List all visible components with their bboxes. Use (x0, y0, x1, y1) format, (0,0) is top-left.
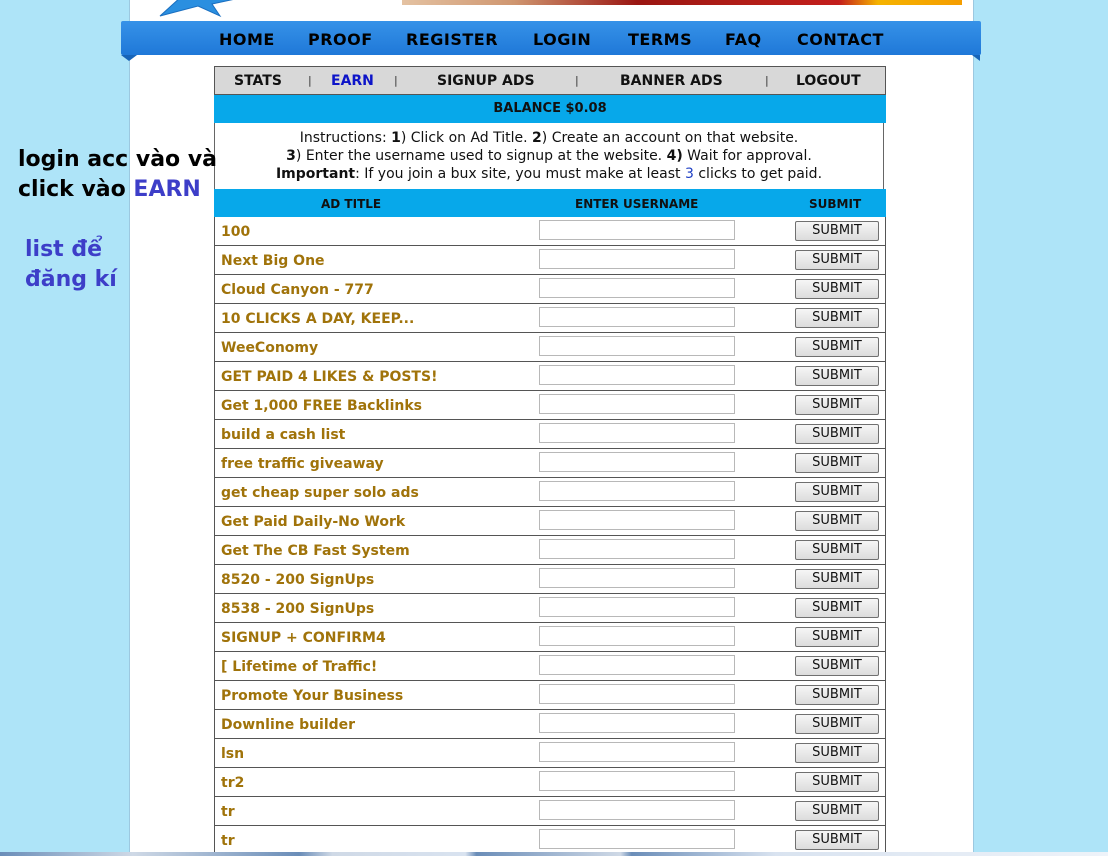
ad-title-link[interactable]: 8538 - 200 SignUps (221, 601, 375, 617)
username-input[interactable] (539, 394, 735, 414)
nav-ribbon-right (972, 55, 980, 61)
table-row (215, 362, 885, 391)
submit-button[interactable]: SUBMIT (795, 743, 879, 763)
header-ad-title: AD TITLE (321, 197, 382, 211)
ad-title-link[interactable]: free traffic giveaway (221, 456, 384, 472)
table-row (215, 710, 885, 739)
table-row (215, 652, 885, 681)
member-menu (214, 66, 886, 95)
submit-button[interactable]: SUBMIT (795, 540, 879, 560)
ad-title-link[interactable]: Next Big One (221, 253, 325, 269)
submit-button[interactable]: SUBMIT (795, 424, 879, 444)
nav-login[interactable]: LOGIN (533, 30, 592, 49)
header-submit: SUBMIT (809, 197, 862, 211)
username-input[interactable] (539, 597, 735, 617)
submit-button[interactable]: SUBMIT (795, 482, 879, 502)
table-row (215, 768, 885, 797)
username-input[interactable] (539, 336, 735, 356)
menu-separator: | (765, 74, 769, 87)
username-input[interactable] (539, 452, 735, 472)
ad-list (214, 217, 886, 855)
logo-star-icon (150, 0, 245, 18)
nav-register[interactable]: REGISTER (406, 30, 499, 49)
ad-title-link[interactable]: 100 (221, 224, 251, 240)
username-input[interactable] (539, 684, 735, 704)
instructions-line-1: Instructions: 1) Click on Ad Title. 2) Create an account on that website. (299, 130, 799, 146)
ad-title-link[interactable]: build a cash list (221, 427, 346, 443)
username-input[interactable] (539, 742, 735, 762)
ad-title-link[interactable]: SIGNUP + CONFIRM4 (221, 630, 386, 646)
menu-logout[interactable]: LOGOUT (796, 73, 861, 89)
ad-title-link[interactable]: get cheap super solo ads (221, 485, 419, 501)
submit-button[interactable]: SUBMIT (795, 279, 879, 299)
submit-button[interactable]: SUBMIT (795, 221, 879, 241)
balance-bar: BALANCE $0.08 (214, 95, 886, 123)
submit-button[interactable]: SUBMIT (795, 598, 879, 618)
taskbar-strip (0, 852, 1108, 856)
table-row (215, 478, 885, 507)
ad-title-link[interactable]: Downline builder (221, 717, 356, 733)
submit-button[interactable]: SUBMIT (795, 308, 879, 328)
ad-title-link[interactable]: [ Lifetime of Traffic! (221, 659, 378, 675)
ad-title-link[interactable]: Cloud Canyon - 777 (221, 282, 374, 298)
table-row (215, 246, 885, 275)
submit-button[interactable]: SUBMIT (795, 772, 879, 792)
username-input[interactable] (539, 800, 735, 820)
submit-button[interactable]: SUBMIT (795, 627, 879, 647)
table-row (215, 304, 885, 333)
nav-faq[interactable]: FAQ (725, 30, 762, 49)
submit-button[interactable]: SUBMIT (795, 337, 879, 357)
header-banner-image (402, 0, 962, 5)
username-input[interactable] (539, 423, 735, 443)
nav-ribbon-left (121, 55, 137, 61)
username-input[interactable] (539, 713, 735, 733)
username-input[interactable] (539, 829, 735, 849)
ad-title-link[interactable]: 10 CLICKS A DAY, KEEP... (221, 311, 415, 327)
table-row (215, 681, 885, 710)
username-input[interactable] (539, 568, 735, 588)
table-header (214, 189, 886, 217)
table-row (215, 507, 885, 536)
submit-button[interactable]: SUBMIT (795, 830, 879, 850)
ad-title-link[interactable]: Get Paid Daily-No Work (221, 514, 406, 530)
username-input[interactable] (539, 510, 735, 530)
table-row (215, 217, 885, 246)
submit-button[interactable]: SUBMIT (795, 656, 879, 676)
username-input[interactable] (539, 278, 735, 298)
submit-button[interactable]: SUBMIT (795, 250, 879, 270)
nav-proof[interactable]: PROOF (308, 30, 373, 49)
header-enter-username: ENTER USERNAME (575, 197, 699, 211)
username-input[interactable] (539, 655, 735, 675)
ad-title-link[interactable]: Get The CB Fast System (221, 543, 410, 559)
submit-button[interactable]: SUBMIT (795, 714, 879, 734)
table-row (215, 739, 885, 768)
submit-button[interactable]: SUBMIT (795, 511, 879, 531)
ad-title-link[interactable]: Promote Your Business (221, 688, 404, 704)
instructions-panel (214, 123, 884, 189)
table-row (215, 333, 885, 362)
ad-title-link[interactable]: WeeConomy (221, 340, 319, 356)
nav-contact[interactable]: CONTACT (797, 30, 884, 49)
ad-title-link[interactable]: Get 1,000 FREE Backlinks (221, 398, 422, 414)
instructions-line-3: Important: If you join a bux site, you must make at least 3 clicks to get paid. (275, 166, 823, 182)
menu-separator: | (308, 74, 312, 87)
table-row (215, 623, 885, 652)
username-input[interactable] (539, 249, 735, 269)
main-nav (121, 21, 981, 55)
username-input[interactable] (539, 771, 735, 791)
submit-button[interactable]: SUBMIT (795, 395, 879, 415)
menu-earn[interactable]: EARN (331, 73, 374, 89)
username-input[interactable] (539, 626, 735, 646)
menu-separator: | (575, 74, 579, 87)
menu-separator: | (394, 74, 398, 87)
table-row (215, 275, 885, 304)
submit-button[interactable]: SUBMIT (795, 685, 879, 705)
submit-button[interactable]: SUBMIT (795, 366, 879, 386)
table-row (215, 420, 885, 449)
username-input[interactable] (539, 539, 735, 559)
table-row (215, 391, 885, 420)
annotation-list: list để đăng kí (25, 237, 117, 292)
username-input[interactable] (539, 307, 735, 327)
ad-title-link[interactable]: GET PAID 4 LIKES & POSTS! (221, 369, 438, 385)
ad-title-link[interactable]: tr (221, 804, 235, 820)
submit-button[interactable]: SUBMIT (795, 453, 879, 473)
menu-stats[interactable]: STATS (234, 73, 282, 89)
menu-banner-ads[interactable]: BANNER ADS (620, 73, 723, 89)
username-input[interactable] (539, 365, 735, 385)
username-input[interactable] (539, 481, 735, 501)
table-row (215, 797, 885, 826)
table-row (215, 449, 885, 478)
submit-button[interactable]: SUBMIT (795, 801, 879, 821)
ad-title-link[interactable]: lsn (221, 746, 245, 762)
menu-signup-ads[interactable]: SIGNUP ADS (437, 73, 535, 89)
instructions-line-2: 3) Enter the username used to signup at the website. 4) Wait for approval. (286, 148, 812, 164)
table-row (215, 826, 885, 855)
username-input[interactable] (539, 220, 735, 240)
annotation-login: login acc vào và click vào EARN (18, 147, 217, 202)
table-row (215, 594, 885, 623)
ad-title-link[interactable]: tr (221, 833, 235, 849)
table-row (215, 565, 885, 594)
nav-home[interactable]: HOME (219, 30, 275, 49)
ad-title-link[interactable]: tr2 (221, 775, 245, 791)
nav-terms[interactable]: TERMS (628, 30, 693, 49)
submit-button[interactable]: SUBMIT (795, 569, 879, 589)
ad-title-link[interactable]: 8520 - 200 SignUps (221, 572, 375, 588)
table-row (215, 536, 885, 565)
